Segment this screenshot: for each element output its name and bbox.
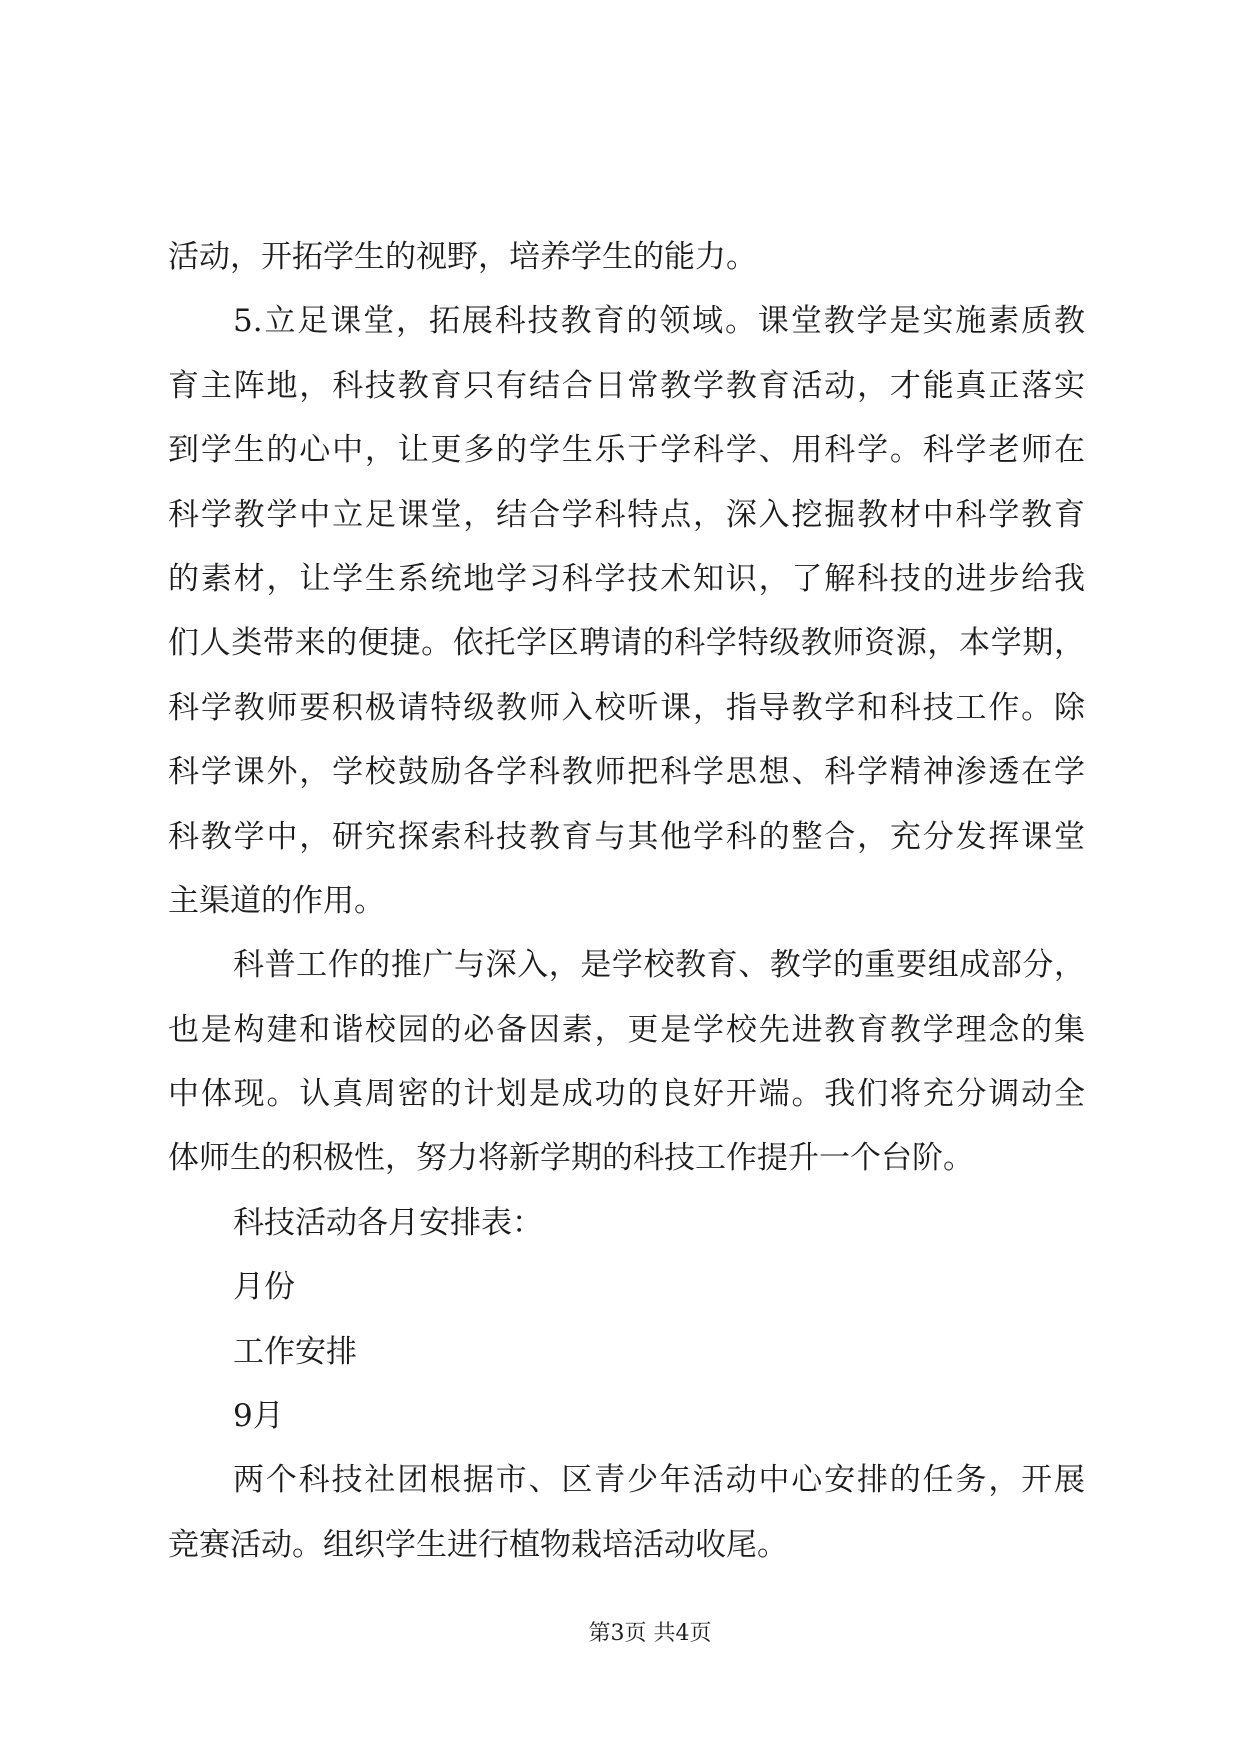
paragraph-line: 科普工作的推广与深入，是学校教育、教学的重要组成部分， [233,947,1085,984]
schedule-month-value [168,1384,1085,1448]
paragraph-line: 育主阵地，科技教育只有结合日常教学教育活动，才能真正落实 [168,367,1085,404]
paragraph [168,225,1085,289]
paragraph-line: 中体现。认真周密的计划是成功的良好开端。我们将充分调动全 [168,1076,1085,1113]
paragraph-line: 科学课外，学校鼓励各学科教师把科学思想、科学精神渗透在学 [168,754,1085,791]
page-number: 第3页 共4页 [588,1621,712,1646]
paragraph-line: 体师生的积极性，努力将新学期的科技工作提升一个台阶。 [168,1140,974,1177]
paragraph [168,289,1085,933]
paragraph-line: 5.立足课堂，拓展科技教育的领域。课堂教学是实施素质教 [233,303,1085,340]
paragraph-line: 科技活动各月安排表： [233,1204,543,1241]
paragraph-line: 也是构建和谐校园的必备因素，更是学校先进教育教学理念的集 [168,1011,1085,1048]
page-footer [560,1612,740,1656]
paragraph-line: 竞赛活动。组织学生进行植物栽培活动收尾。 [168,1526,788,1563]
paragraph-line: 的素材，让学生系统地学习科学技术知识，了解科技的进步给我 [168,560,1085,597]
body-text [168,225,1085,1577]
paragraph-line: 们人类带来的便捷。依托学区聘请的科学特级教师资源，本学期， [168,625,1085,662]
schedule-work-value [168,1448,1085,1577]
paragraph-line: 科学教学中立足课堂，结合学科特点，深入挖掘教材中科学教育 [168,496,1085,533]
paragraph [168,933,1085,1191]
paragraph-line: 工作安排 [233,1333,357,1370]
paragraph-line: 两个科技社团根据市、区青少年活动中心安排的任务，开展 [233,1462,1085,1499]
paragraph-line: 科教学中，研究探索科技教育与其他学科的整合，充分发挥课堂 [168,818,1085,855]
paragraph-line: 主渠道的作用。 [168,882,385,919]
schedule-column-work [168,1320,1085,1384]
paragraph-line: 科学教师要积极请特级教师入校听课，指导教学和科技工作。除 [168,689,1085,726]
paragraph-line: 到学生的心中，让更多的学生乐于学科学、用科学。科学老师在 [168,432,1085,469]
schedule-column-month [168,1255,1085,1319]
paragraph-line: 活动，开拓学生的视野，培养学生的能力。 [168,239,757,275]
paragraph-line: 月份 [233,1269,295,1306]
paragraph-line: 9月 [233,1398,284,1435]
schedule-heading [168,1191,1085,1255]
